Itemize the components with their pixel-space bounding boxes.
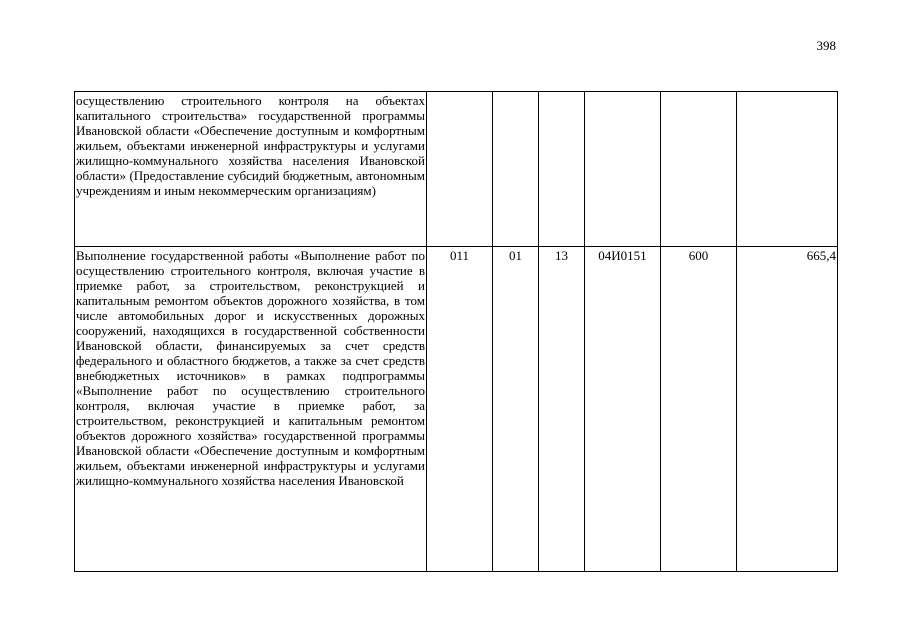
description-text: осуществлению строительного контроля на объектах капитального строительства» государственной программы Ивановской области «Обеспечение доступным и комфортным жильем, объектами инженерной инфраструктуры и услугами жилищно-коммунального хозяйства населения Ивановской области» (Предоставление субсидий бюджетным, автономным учреждениям и иным некоммерческим организациям)	[76, 93, 425, 198]
expense-type-cell: 600	[661, 247, 737, 572]
page-number: 398	[816, 38, 836, 53]
budget-table	[74, 91, 838, 572]
target-article-cell: 04И0151	[585, 247, 661, 572]
section-code-cell: 01	[493, 247, 539, 572]
table-row	[75, 247, 838, 572]
section-code-cell	[493, 92, 539, 247]
description-cell	[75, 92, 427, 247]
amount-cell	[737, 92, 838, 247]
expense-type-cell	[661, 92, 737, 247]
description-text: Выполнение государственной работы «Выполнение работ по осуществлению строительного контроля, включая участие в приемке работ, за строительством, реконструкцией и капитальным ремонтом объектов дорожного хозяйства, в том числе автомобильных дорог и искусственных дорожных сооружений, находящихся в государственной собственности Ивановской области, финансируемых за счет средств федерального и областного бюджетов, а также за счет средств внебюджетных источников» в рамках подпрограммы «Выполнение работ по осуществлению строительного контроля, включая участие в приемке работ, за строительством, реконструкцией и капитальным ремонтом объектов дорожного хозяйства» государственной программы Ивановской области «Обеспечение доступным и комфортным жильем, объектами инженерной инфраструктуры и услугами жилищно-коммунального хозяйства населения Ивановской	[76, 248, 425, 488]
subsection-code-cell: 13	[539, 247, 585, 572]
subsection-code-cell	[539, 92, 585, 247]
amount-cell: 665,4	[737, 247, 838, 572]
ministry-code-cell	[427, 92, 493, 247]
table-row	[75, 92, 838, 247]
description-cell	[75, 247, 427, 572]
ministry-code-cell: 011	[427, 247, 493, 572]
target-article-cell	[585, 92, 661, 247]
